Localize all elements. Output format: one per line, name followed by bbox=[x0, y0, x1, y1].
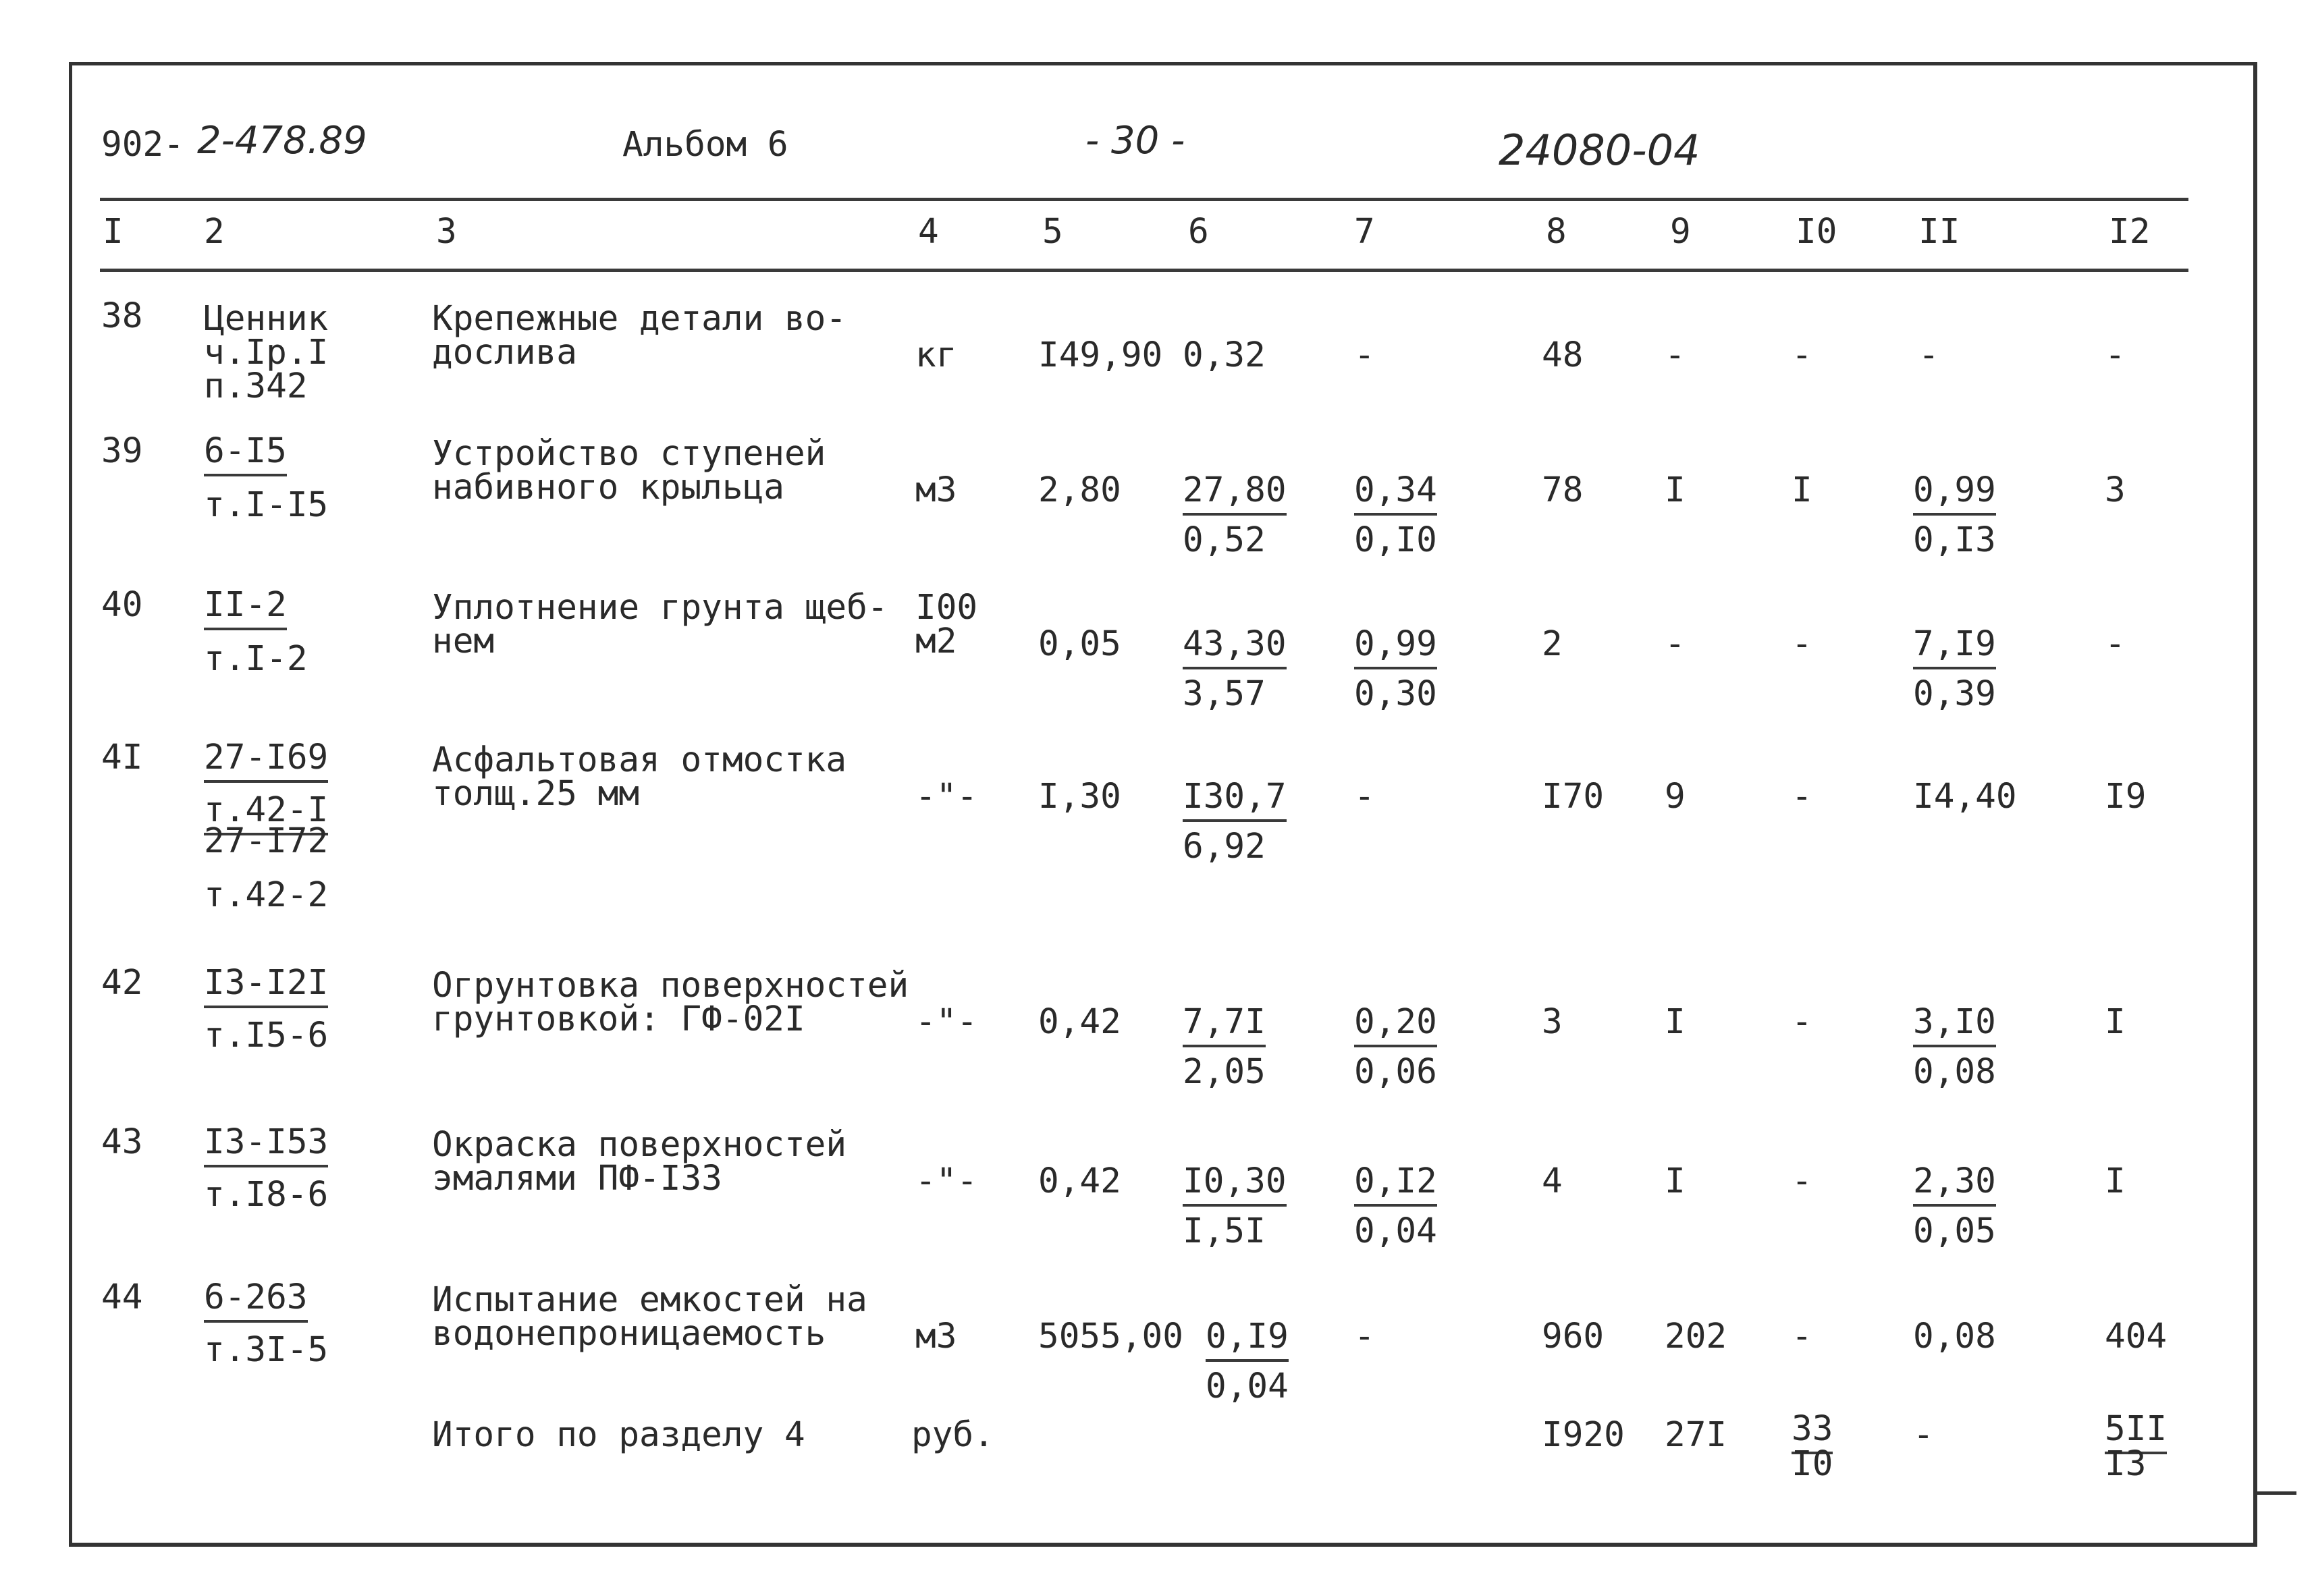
cell-col8: 2 bbox=[1542, 624, 1563, 664]
column-number-9: 9 bbox=[1670, 212, 1691, 252]
cell-col11-bottom: 0,I3 bbox=[1913, 520, 1996, 560]
quantity: 5055,00 bbox=[1038, 1317, 1183, 1356]
price-ref-table: т.I-2 bbox=[204, 639, 308, 679]
column-number-2: 2 bbox=[204, 212, 225, 252]
row-number: 44 bbox=[101, 1277, 143, 1317]
cell-col11 bbox=[1913, 1003, 1996, 1042]
price-ref-code: I3-I53 bbox=[204, 1122, 328, 1167]
work-description: грунтовкой: ГФ-02I bbox=[432, 999, 805, 1039]
cell-col11: 0,08 bbox=[1913, 1317, 1996, 1356]
cell-col12: - bbox=[2105, 335, 2126, 375]
cell-col6-top: I0,30 bbox=[1183, 1161, 1287, 1207]
cell-col11: - bbox=[1918, 335, 1939, 375]
cell-col8: I70 bbox=[1542, 777, 1605, 817]
cell-col11-bottom: 0,05 bbox=[1913, 1211, 1996, 1251]
cell-col8: 48 bbox=[1542, 335, 1584, 375]
cell-col10: - bbox=[1792, 335, 1812, 375]
cell-col6-top: 27,80 bbox=[1183, 470, 1287, 516]
row-number: 40 bbox=[101, 585, 143, 625]
work-description: толщ.25 мм bbox=[432, 774, 640, 814]
total-col10-bottom: I0 bbox=[1792, 1444, 1833, 1484]
price-ref bbox=[204, 432, 287, 471]
cell-col6 bbox=[1183, 1162, 1287, 1201]
cell-col9: - bbox=[1665, 624, 1686, 664]
price-ref bbox=[204, 964, 328, 1003]
cell-col9: 9 bbox=[1665, 777, 1686, 817]
total-col10 bbox=[1792, 1409, 1833, 1449]
column-number-1: I bbox=[103, 212, 124, 252]
price-ref bbox=[204, 586, 287, 625]
cell-col10: - bbox=[1792, 624, 1812, 664]
price-ref: Ценник bbox=[204, 299, 329, 339]
cell-col6-bottom: 2,05 bbox=[1183, 1052, 1266, 1092]
price-ref-code: I3-I2I bbox=[204, 963, 328, 1008]
cell-col11 bbox=[1913, 1162, 1996, 1201]
cell-col6 bbox=[1183, 777, 1287, 817]
work-description: Испытание емкостей на bbox=[432, 1280, 867, 1320]
work-description: Асфальтовая отмостка bbox=[432, 740, 847, 780]
cell-col9: I bbox=[1665, 1161, 1686, 1201]
price-ref bbox=[204, 1123, 328, 1162]
row-number: 38 bbox=[101, 296, 143, 336]
cell-col8: 4 bbox=[1542, 1161, 1563, 1201]
cell-col7-top: 0,I2 bbox=[1354, 1161, 1437, 1207]
quantity: 0,42 bbox=[1038, 1002, 1121, 1042]
cell-col6 bbox=[1183, 625, 1287, 664]
cell-col12: 3 bbox=[2105, 470, 2126, 510]
cell-col12: - bbox=[2105, 624, 2126, 664]
work-description: Уплотнение грунта щеб- bbox=[432, 588, 888, 628]
cell-col7-bottom: 0,30 bbox=[1354, 674, 1437, 714]
price-ref-table-underlined: т.42-I bbox=[204, 790, 328, 835]
work-description: дослива bbox=[432, 333, 577, 373]
cell-col7-bottom: 0,06 bbox=[1354, 1052, 1437, 1092]
cell-col7 bbox=[1354, 1003, 1437, 1042]
unit: -"- bbox=[915, 1002, 978, 1042]
work-description: водонепроницаемость bbox=[432, 1314, 826, 1354]
cell-col8: 3 bbox=[1542, 1002, 1563, 1042]
unit: м3 bbox=[915, 1317, 957, 1356]
quantity: I,30 bbox=[1038, 777, 1121, 817]
header-rule-bottom bbox=[100, 269, 2188, 272]
cell-col6-top: I30,7 bbox=[1183, 777, 1287, 822]
cell-col7 bbox=[1354, 471, 1437, 510]
total-col12 bbox=[2105, 1409, 2168, 1449]
cell-col6: 0,32 bbox=[1183, 335, 1266, 375]
cell-col11-top: 0,99 bbox=[1913, 470, 1996, 516]
total-label: Итого по разделу 4 bbox=[432, 1415, 805, 1455]
column-number-5: 5 bbox=[1042, 212, 1063, 252]
cell-col6 bbox=[1206, 1317, 1289, 1356]
cell-col7: - bbox=[1354, 1317, 1375, 1356]
cell-col11-top: 2,30 bbox=[1913, 1161, 1996, 1207]
work-description: Окраска поверхностей bbox=[432, 1125, 847, 1165]
cell-col12: I9 bbox=[2105, 777, 2147, 817]
price-ref-table-2: т.42-2 bbox=[204, 875, 329, 915]
doc-code-handwritten: 2-478.89 bbox=[197, 119, 367, 163]
cell-col7-top: 0,20 bbox=[1354, 1002, 1437, 1047]
cell-col7: - bbox=[1354, 777, 1375, 817]
unit: кг bbox=[915, 335, 957, 375]
work-description: Крепежные детали во- bbox=[432, 299, 847, 339]
cell-col11-top: 7,I9 bbox=[1913, 624, 1996, 669]
cell-col11-top: 3,I0 bbox=[1913, 1002, 1996, 1047]
frame-edge-mark bbox=[2256, 1491, 2296, 1495]
cell-col7-bottom: 0,I0 bbox=[1354, 520, 1437, 560]
row-number: 42 bbox=[101, 963, 143, 1003]
cell-col7-top: 0,99 bbox=[1354, 624, 1437, 669]
cell-col9: I bbox=[1665, 470, 1686, 510]
row-number: 4I bbox=[101, 738, 143, 777]
cell-col10: - bbox=[1792, 1317, 1812, 1356]
price-ref-table: т.I-I5 bbox=[204, 485, 329, 525]
work-description: нем bbox=[432, 622, 495, 661]
cell-col11 bbox=[1913, 471, 1996, 510]
cell-col11 bbox=[1913, 625, 1996, 664]
price-ref-code: 6-I5 bbox=[204, 431, 287, 476]
cell-col9: 202 bbox=[1665, 1317, 1727, 1356]
cell-col10: - bbox=[1792, 1002, 1812, 1042]
cell-col6 bbox=[1183, 471, 1287, 510]
cell-col7: - bbox=[1354, 335, 1375, 375]
price-ref-table: т.I8-6 bbox=[204, 1175, 329, 1215]
quantity: 0,42 bbox=[1038, 1161, 1121, 1201]
cell-col9: - bbox=[1665, 335, 1686, 375]
cell-col6-top: 43,30 bbox=[1183, 624, 1287, 669]
cell-col11-bottom: 0,39 bbox=[1913, 674, 1996, 714]
price-ref-code-2: 27-I72 bbox=[204, 821, 329, 861]
cell-col11: I4,40 bbox=[1913, 777, 2017, 817]
document-number: 24080-04 bbox=[1499, 126, 1700, 175]
unit: -"- bbox=[915, 777, 978, 817]
quantity: 2,80 bbox=[1038, 470, 1121, 510]
cell-col8: 78 bbox=[1542, 470, 1584, 510]
unit: м3 bbox=[915, 470, 957, 510]
total-col11: - bbox=[1913, 1415, 1934, 1455]
cell-col6-bottom: 6,92 bbox=[1183, 827, 1266, 866]
row-number: 43 bbox=[101, 1122, 143, 1162]
price-ref: п.342 bbox=[204, 366, 308, 406]
cell-col10: I bbox=[1792, 470, 1812, 510]
price-ref-code: 6-263 bbox=[204, 1277, 308, 1323]
column-number-11: II bbox=[1918, 212, 1960, 252]
cell-col12: 404 bbox=[2105, 1317, 2168, 1356]
total-col10-top: 33 bbox=[1792, 1409, 1833, 1454]
cell-col8: 960 bbox=[1542, 1317, 1605, 1356]
column-number-12: I2 bbox=[2109, 212, 2151, 252]
work-description: Устройство ступеней bbox=[432, 434, 826, 474]
total-col12-top: 5II bbox=[2105, 1409, 2167, 1454]
cell-col6-bottom: 3,57 bbox=[1183, 674, 1266, 714]
column-number-3: 3 bbox=[436, 212, 457, 252]
cell-col7 bbox=[1354, 1162, 1437, 1201]
cell-col6-bottom: 0,52 bbox=[1183, 520, 1266, 560]
cell-col10: - bbox=[1792, 777, 1812, 817]
cell-col7-bottom: 0,04 bbox=[1354, 1211, 1437, 1251]
price-ref-code: 27-I69 bbox=[204, 738, 328, 783]
row-number: 39 bbox=[101, 431, 143, 471]
cell-col6 bbox=[1183, 1003, 1266, 1042]
column-number-7: 7 bbox=[1354, 212, 1375, 252]
price-ref: ч.Iр.I bbox=[204, 333, 329, 373]
album-label: Альбом 6 bbox=[622, 125, 788, 165]
cell-col12: I bbox=[2105, 1161, 2126, 1201]
quantity: I49,90 bbox=[1038, 335, 1163, 375]
price-ref bbox=[204, 738, 328, 777]
cell-col6-bottom: I,5I bbox=[1183, 1211, 1266, 1251]
unit-line2: м2 bbox=[915, 622, 957, 661]
work-description: эмалями ПФ-I33 bbox=[432, 1159, 722, 1199]
column-number-8: 8 bbox=[1546, 212, 1567, 252]
total-col9: 27I bbox=[1665, 1415, 1727, 1455]
quantity: 0,05 bbox=[1038, 624, 1121, 664]
work-description: Огрунтовка поверхностей bbox=[432, 966, 909, 1006]
price-ref bbox=[204, 1278, 308, 1317]
cell-col12: I bbox=[2105, 1002, 2126, 1042]
cell-col7-top: 0,34 bbox=[1354, 470, 1437, 516]
total-unit: руб. bbox=[911, 1415, 994, 1455]
doc-code-prefix: 902- bbox=[101, 125, 184, 165]
price-ref-table: т.3I-5 bbox=[204, 1330, 329, 1370]
work-description: набивного крыльца bbox=[432, 468, 784, 507]
column-number-6: 6 bbox=[1188, 212, 1209, 252]
cell-col7 bbox=[1354, 625, 1437, 664]
cell-col9: I bbox=[1665, 1002, 1686, 1042]
price-ref-table: т.I5-6 bbox=[204, 1016, 329, 1055]
cell-col6-top: 7,7I bbox=[1183, 1002, 1266, 1047]
cell-col6-top: 0,I9 bbox=[1206, 1317, 1289, 1362]
cell-col6-bottom: 0,04 bbox=[1206, 1367, 1289, 1406]
unit: I00 bbox=[915, 588, 978, 628]
column-number-4: 4 bbox=[918, 212, 939, 252]
cell-col11-bottom: 0,08 bbox=[1913, 1052, 1996, 1092]
total-col12-bottom: I3 bbox=[2105, 1444, 2147, 1484]
header-rule-top bbox=[100, 198, 2188, 201]
cell-col10: - bbox=[1792, 1161, 1812, 1201]
unit: -"- bbox=[915, 1161, 978, 1201]
total-col8: I920 bbox=[1542, 1415, 1625, 1455]
page-number: - 30 - bbox=[1085, 119, 1185, 163]
price-ref-code: II-2 bbox=[204, 585, 287, 630]
column-number-10: I0 bbox=[1796, 212, 1837, 252]
